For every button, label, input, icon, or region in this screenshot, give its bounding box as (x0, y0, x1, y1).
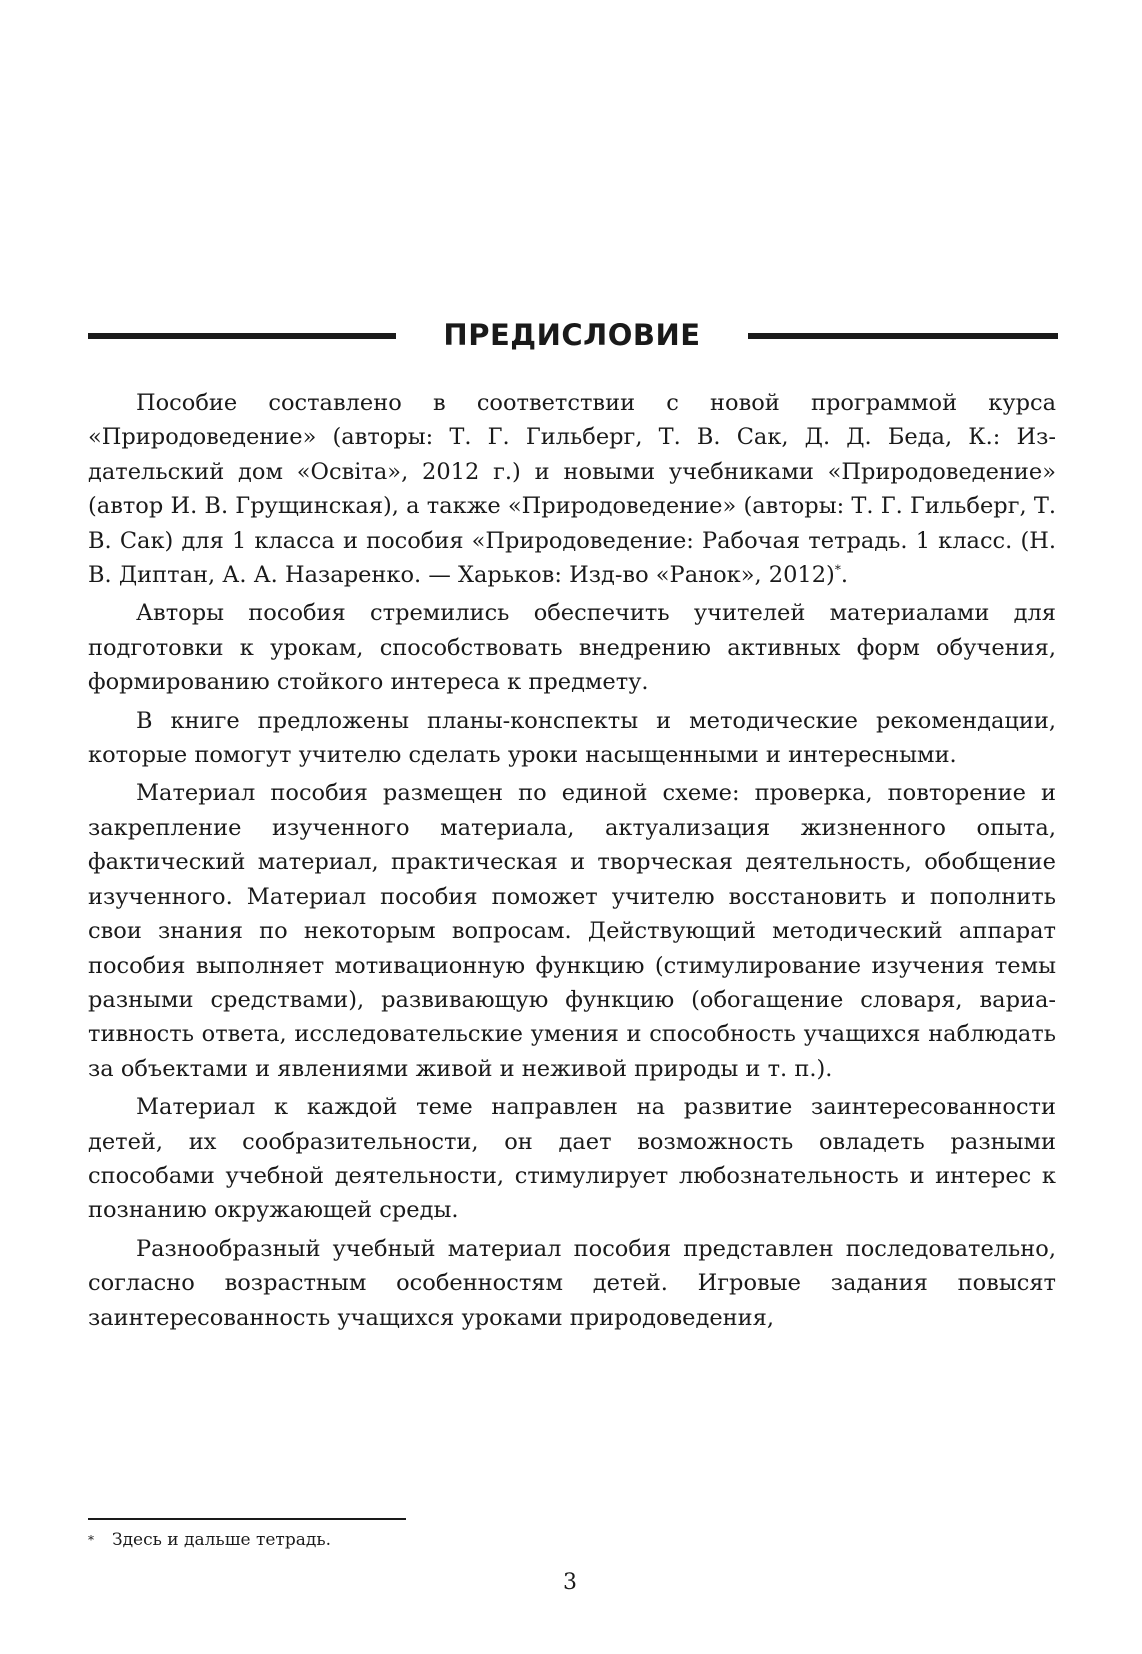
paragraph: Материал к каждой теме направлен на развитие заинтересованности детей, их сообразительности, он дает возможность овладеть разными способами учебной деятельности, стимулирует любознательность и интерес к познанию окружающей среды. (88, 1094, 1056, 1224)
paragraph: В книге предложены планы-конспекты и методические рекомендации, которые помогут учителю сделать уроки насыщенными и интересными. (88, 707, 1056, 769)
paragraph: Разнообразный учебный материал пособия представлен последовательно, согласно возрастным особенностям детей. Игровые задания повысят заинтересованность учащихся уроками природоведения, (88, 1235, 1056, 1331)
paragraph: Материал пособия размещен по единой схеме: проверка, повторение и закрепление изученного материала, актуализация жизненного опыта, фактический материал, практическая и творческая деятельность, обобщение изученного. Материал пособия поможет учителю восстановить и пополнить свои знания по некоторым вопросам. Действующий методический аппарат пособия выполняет мотивационную функцию (стимулирование изучения темы разными средствами), развивающую функцию (обогащение словаря, вариативность ответа, исследовательские умения и способность учащихся наблюдать за объектами и явлениями живой и неживой природы и т. п.). (88, 780, 1056, 1082)
paragraph-text: Пособие составлено в соответствии с новой программой курса «Природоведение» (авторы: Т. Г. Гильберг, Т. В. Сак, Д. Д. Беда, К.: Издательский дом «Освіта», 2012 г.) и новыми учебниками «Природоведение» (автор И. В. Грущинская), а также «Природоведение» (авторы: Т. Г. Гильберг, Т. В. Сак) для 1 класса и пособия «Природоведение: Рабочая тетрадь. 1 класс. (Н. В. Диптан, А. А. Назаренко. — Харьков: Изд-во «Ранок», 2012) (88, 390, 1056, 589)
paragraph-tail: . (840, 562, 848, 589)
body-text (88, 386, 1056, 1339)
heading-row (88, 310, 1058, 360)
footnote-text: Здесь и дальше тетрадь. (112, 1530, 331, 1550)
page-title: ПРЕДИСЛОВИЕ (443, 318, 701, 352)
page-number: 3 (563, 1570, 577, 1595)
footnote (88, 1528, 788, 1552)
paragraph: Авторы пособия стремились обеспечить учителей материалами для подготовки к урокам, способствовать внедрению активных форм обучения, формированию стойкого интереса к предмету. (88, 600, 1056, 696)
heading-rule-right (748, 333, 1058, 339)
footnote-mark: * (88, 1533, 94, 1547)
footnote-reference: * (834, 562, 841, 577)
footnote-divider (88, 1518, 406, 1520)
paragraph (88, 386, 1056, 592)
heading-rule-left (88, 333, 396, 339)
